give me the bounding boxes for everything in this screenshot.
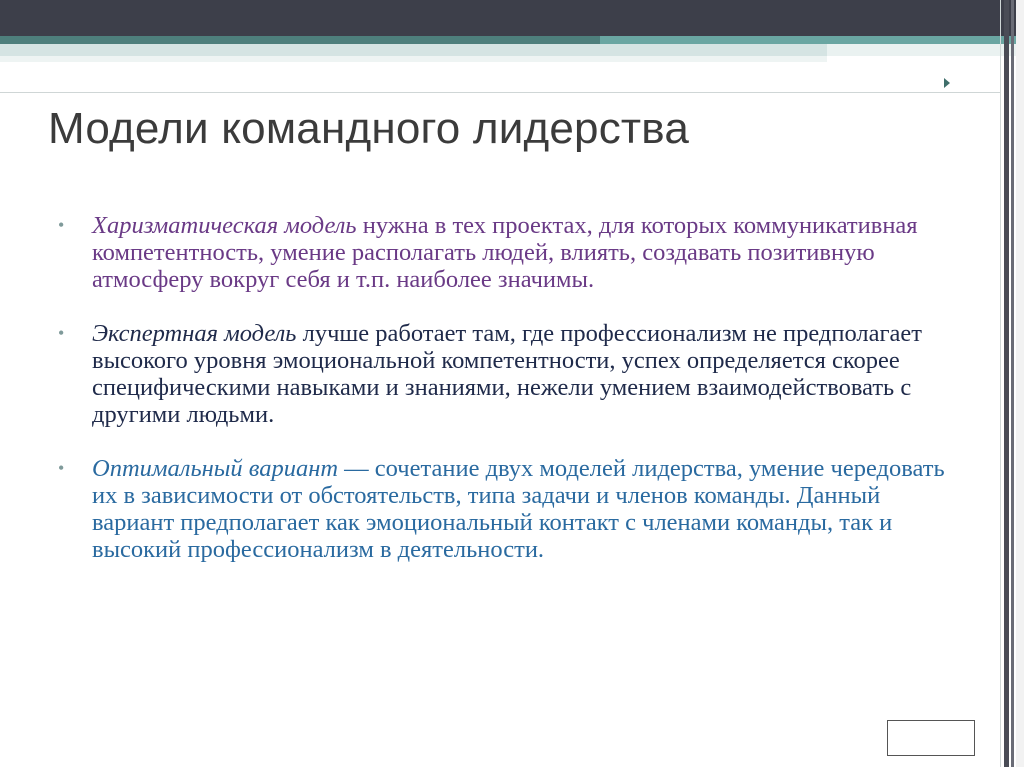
header-band-pale [0, 56, 827, 62]
bullet-list [56, 212, 956, 590]
bullet-optimal-variant [56, 455, 956, 563]
bullet-term: Оптимальный вариант [92, 455, 339, 482]
right-edge-stripe-thin [1011, 0, 1014, 767]
bullet-term: Экспертная модель [92, 320, 297, 347]
footnote-box [887, 720, 975, 756]
header-band-step-pale [827, 44, 1024, 56]
bullet-dot-icon: • [58, 215, 65, 235]
bullet-text: — сочетание двух моделей лидерства, умение чередовать их в зависимости от обстоятельств, типа задачи и членов команды. Данный вариант предполагает как эмоциональный контакт с членами команды, так и высокий профессионализм в деятельности. [92, 455, 945, 563]
right-edge-margin [1016, 0, 1024, 767]
frame-line-top [0, 92, 1000, 93]
bullet-text: нужна в тех проектах, для которых коммуникативная компетентность, умение располагать людей, влиять, создавать позитивную атмосферу вокруг себя и т.п. наиболее значимы. [92, 212, 918, 293]
slide-title: Модели командного лидерства [48, 104, 690, 153]
bullet-charismatic-model [56, 212, 956, 293]
header-band-teal [0, 36, 600, 44]
bullet-term: Харизматическая модель [92, 212, 357, 239]
bullet-dot-icon: • [58, 323, 65, 343]
bullet-text: лучше работает там, где профессионализм не предполагает высокого уровня эмоциональной компетентности, успех определяется скорее специфическими навыками и знаниями, нежели умением взаимодействовать с другими людьми. [92, 320, 922, 428]
corner-arrow-icon [944, 78, 950, 88]
frame-line-right [1000, 0, 1001, 767]
bullet-expert-model [56, 320, 956, 428]
header-band-step [600, 44, 827, 56]
header-band-light [0, 44, 600, 56]
header-band-teal-light [600, 36, 1024, 44]
bullet-dot-icon: • [58, 458, 65, 478]
header-band-dark [0, 0, 1024, 36]
right-edge-stripe [1004, 0, 1009, 767]
